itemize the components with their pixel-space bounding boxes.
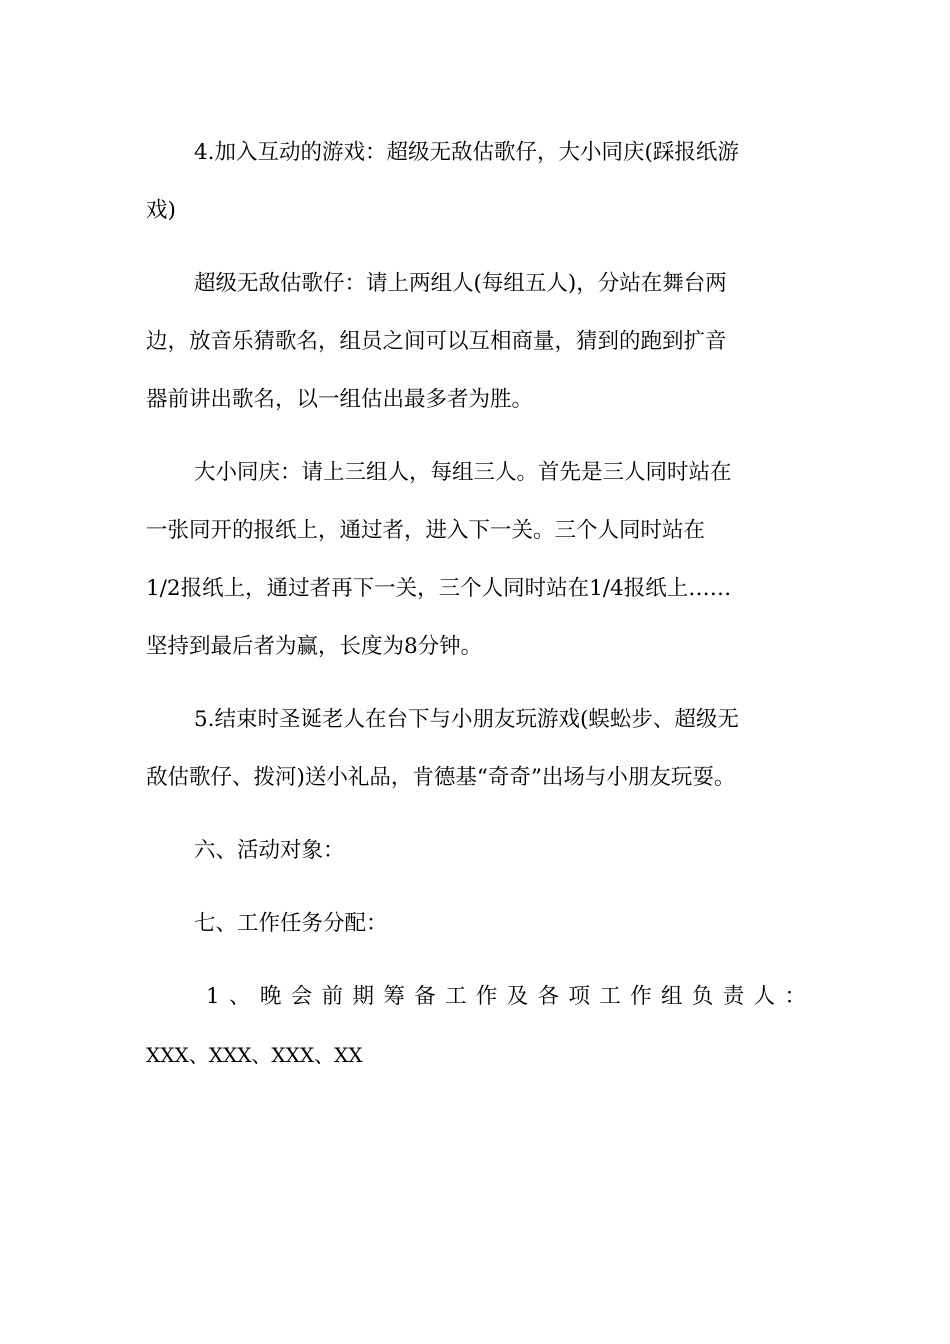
text-line: 七、工作任务分配： [194,911,388,936]
text-line: 大小同庆：请上三组人，每组三人。首先是三人同时站在 [194,460,732,485]
text-line: 器前讲出歌名，以一组估出最多者为胜。 [146,387,534,412]
text-line: 1/2报纸上，通过者再下一关，三个人同时站在1/4报纸上…… [146,576,732,601]
text-line: 一张同开的报纸上，通过者，进入下一关。三个人同时站在 [146,518,706,543]
text-line: 4.加入互动的游戏：超级无敌估歌仔，大小同庆(踩报纸游 [194,140,739,165]
text-line: 边，放音乐猜歌名，组员之间可以互相商量，猜到的跑到扩音 [146,329,727,354]
text-line: 5.结束时圣诞老人在台下与小朋友玩游戏(蜈蚣步、超级无 [194,707,739,732]
text-line: 坚持到最后者为赢，长度为8分钟。 [146,634,483,659]
section-heading-task-assignment [146,895,806,953]
text-line: 超级无敌估歌仔：请上两组人(每组五人)，分站在舞台两 [194,271,727,296]
text-line: 敌估歌仔、拨河)送小礼品，肯德基“奇奇”出场与小朋友玩耍。 [146,765,736,790]
text-line: 六、活动对象： [194,838,345,863]
paragraph-newspaper-game [146,444,806,676]
section-heading-activity-target [146,822,806,880]
paragraph-responsible-persons [146,968,806,1084]
text-line: XXX、XXX、XXX、XX [146,1043,363,1067]
text-line: 戏) [146,198,176,223]
paragraph-guess-song [146,255,806,429]
paragraph-ending [146,691,806,807]
paragraph-game-intro [146,124,806,240]
text-line: 1、晚会前期筹备工作及各项工作组负责人： [206,984,806,1009]
document-body [146,124,806,1099]
